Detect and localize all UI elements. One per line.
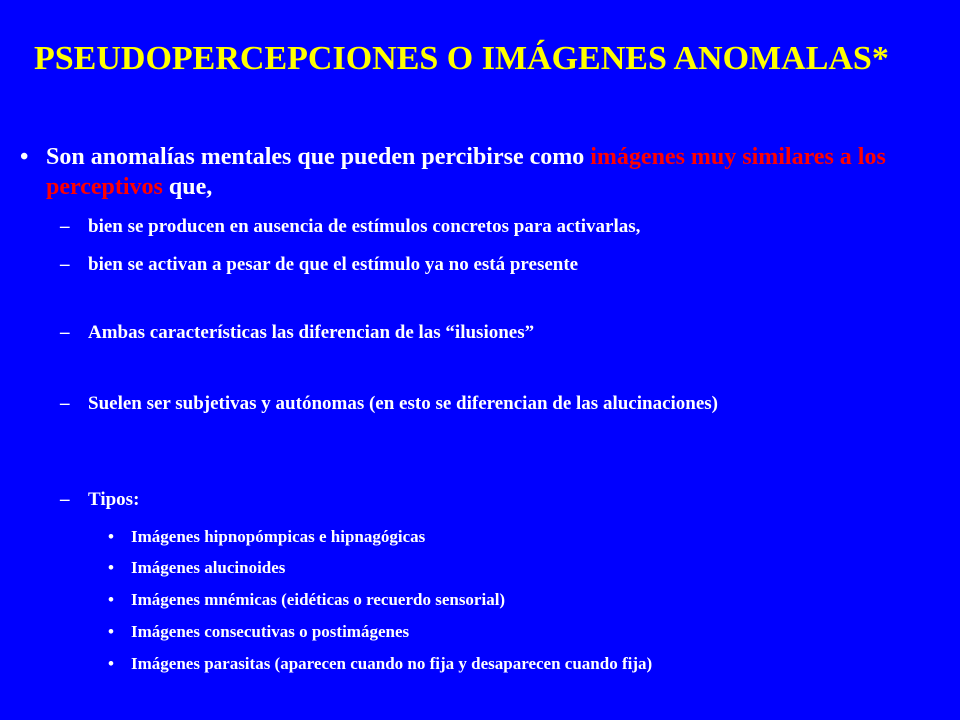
- bullet-marker: •: [108, 590, 114, 609]
- main-bullet: [20, 142, 920, 202]
- slide-title: PSEUDOPERCEPCIONES O IMÁGENES ANOMALAS*: [34, 40, 889, 77]
- sub-item-text: Suelen ser subjetivas y autónomas (en esto se diferencian de las alucinaciones): [88, 393, 718, 414]
- bullet-marker: •: [108, 558, 114, 577]
- intro-highlight: imágenes muy similares a los perceptivos: [46, 144, 886, 200]
- type-item-hypnopompic: [108, 526, 928, 548]
- dash-marker: –: [60, 489, 70, 510]
- type-item-parasitic: [108, 653, 928, 675]
- intro-text-end: que,: [162, 174, 213, 200]
- type-item-text: Imágenes consecutivas o postimágenes: [131, 622, 410, 641]
- type-item-text: Imágenes alucinoides: [131, 558, 286, 577]
- type-item-mnemonic: [108, 589, 928, 611]
- bullet-marker: •: [108, 527, 114, 546]
- type-item-text: Imágenes hipnopómpicas e hipnagógicas: [131, 527, 426, 546]
- sub-item-illusions: [60, 321, 920, 345]
- sub-item-absence: [60, 215, 920, 239]
- dash-marker: –: [60, 216, 70, 237]
- sub-item-text: bien se producen en ausencia de estímulos concretos para activarlas,: [88, 216, 641, 237]
- dash-marker: –: [60, 393, 70, 414]
- main-bullet-text: [46, 142, 920, 202]
- sub-item-text: bien se activan a pesar de que el estímulo ya no está presente: [88, 254, 579, 275]
- sub-item-types: [60, 488, 920, 512]
- bullet-marker: •: [108, 622, 114, 641]
- sub-item-persistence: [60, 253, 920, 277]
- intro-text-start: Son anomalías mentales que pueden percibirse como: [46, 144, 591, 170]
- dash-marker: –: [60, 254, 70, 275]
- type-item-afterimages: [108, 621, 928, 643]
- type-item-text: Imágenes mnémicas (eidéticas o recuerdo sensorial): [131, 590, 506, 609]
- bullet-marker: •: [20, 144, 29, 170]
- sub-item-hallucinations: [60, 392, 850, 416]
- sub-item-text: Ambas características las diferencian de las “ilusiones”: [88, 322, 535, 343]
- bullet-marker: •: [108, 654, 114, 673]
- type-item-hallucinoid: [108, 557, 928, 579]
- sub-item-text: Tipos:: [88, 489, 140, 510]
- dash-marker: –: [60, 322, 70, 343]
- type-item-text: Imágenes parasitas (aparecen cuando no fija y desaparecen cuando fija): [131, 654, 653, 673]
